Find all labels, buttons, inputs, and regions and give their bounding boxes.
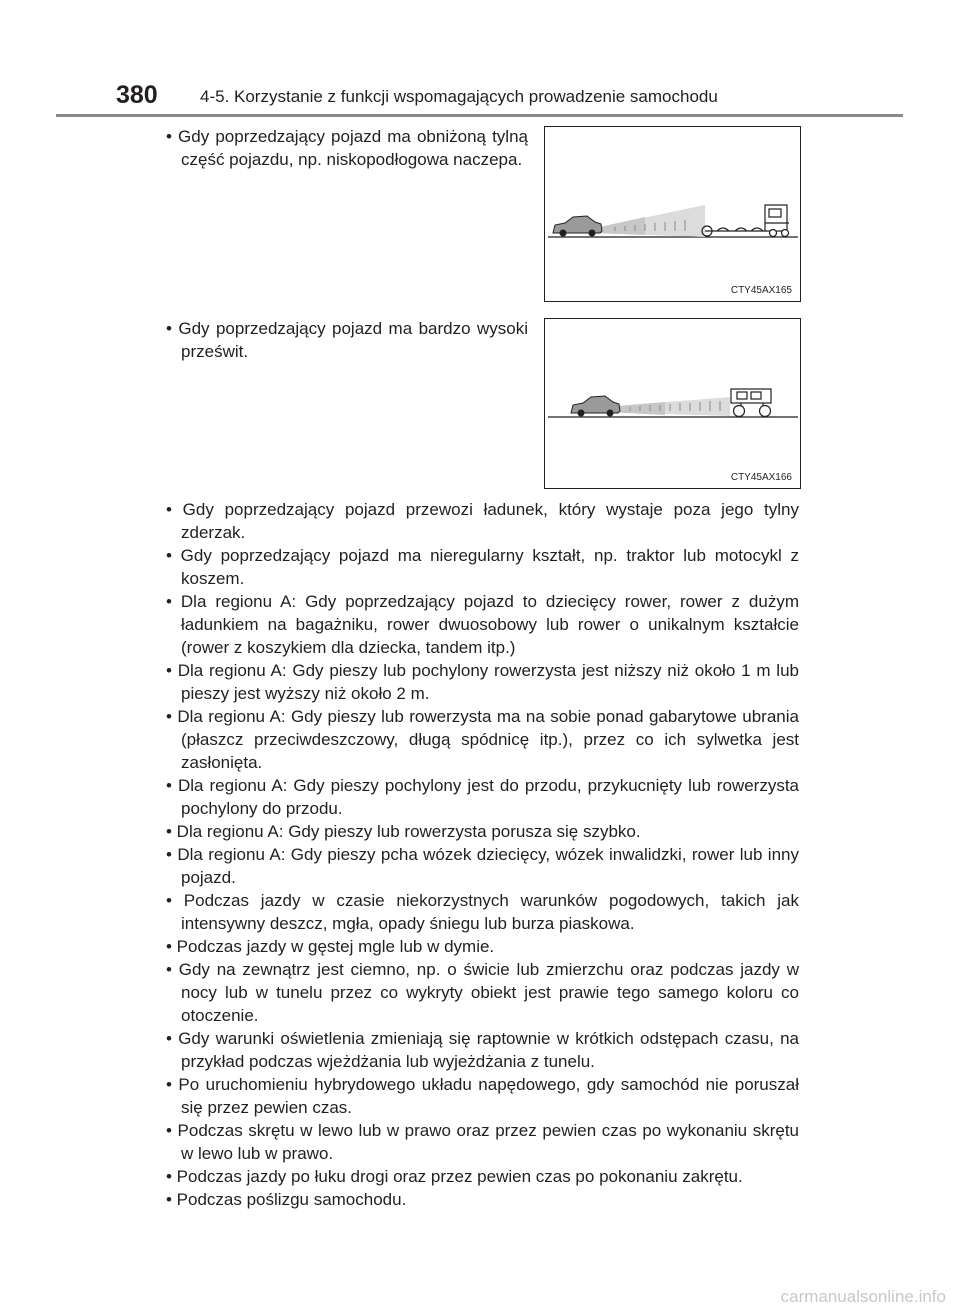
- figure-high-clearance: [544, 318, 801, 489]
- low-trailer: [702, 226, 767, 236]
- list-item: • Po uruchomieniu hybrydowego układu napędowego, gdy samochód nie poruszał się przez pewien czas.: [166, 1075, 799, 1117]
- watermark: carmanualsonline.info: [780, 1287, 946, 1306]
- header-rule: [56, 114, 903, 117]
- list-item: • Gdy na zewnątrz jest ciemno, np. o świcie lub zmierzchu oraz podczas jazdy w nocy lub w tunelu przez co wykryty obiekt jest prawie tego samego koloru co otoczenie.: [166, 960, 799, 1025]
- page-number: 380: [116, 81, 158, 109]
- bullet-high-clearance-vehicle: • Gdy poprzedzający pojazd ma bardzo wysoki prześwit.: [166, 319, 528, 361]
- sedan-car: [553, 216, 602, 237]
- high-clearance-suv: [731, 389, 771, 417]
- list-item: • Podczas skrętu w lewo lub w prawo oraz przez pewien czas po wykonaniu skrętu w lewo lub w prawo.: [166, 1121, 799, 1163]
- list-item: • Dla regionu A: Gdy pieszy pochylony jest do przodu, przykucnięty lub rowerzysta pochylony do przodu.: [166, 776, 799, 818]
- list-item: • Podczas jazdy w czasie niekorzystnych warunków pogodowych, takich jak intensywny deszcz, mgła, opady śniegu lub burza piaskowa.: [166, 891, 799, 933]
- list-item: • Dla regionu A: Gdy pieszy lub pochylony rowerzysta jest niższy niż około 1 m lub pieszy jest wyższy niż około 2 m.: [166, 661, 799, 703]
- figure-code: CTY45AX165: [730, 285, 792, 296]
- list-item: • Dla regionu A: Gdy pieszy lub rowerzysta porusza się szybko.: [166, 822, 641, 841]
- list-item: • Gdy warunki oświetlenia zmieniają się raptownie w krótkich odstępach czasu, na przykład podczas wjeżdżania lub wyjeżdżania z tunelu.: [166, 1029, 799, 1071]
- section-title: 4-5. Korzystanie z funkcji wspomagających prowadzenie samochodu: [200, 87, 718, 106]
- list-item: • Gdy poprzedzający pojazd przewozi ładunek, który wystaje poza jego tylny zderzak.: [166, 500, 799, 542]
- figure-low-trailer: [544, 126, 801, 302]
- list-item: • Dla regionu A: Gdy pieszy pcha wózek dziecięcy, wózek inwalidzki, rower lub inny pojazd.: [166, 845, 799, 887]
- list-item: • Dla regionu A: Gdy pieszy lub rowerzysta ma na sobie ponad gabarytowe ubrania (płaszcz przeciwdeszczowy, długą spódnicę itp.), przez co ich sylwetka jest zasłonięta.: [166, 707, 799, 772]
- list-item: • Podczas poślizgu samochodu.: [166, 1190, 407, 1209]
- condition-list: [166, 498, 799, 1211]
- bullet-low-rear-vehicle: • Gdy poprzedzający pojazd ma obniżoną tylną część pojazdu, np. niskopodłogowa naczepa.: [166, 127, 528, 169]
- sedan-car: [571, 396, 620, 417]
- high-clearance-illustration: [545, 319, 802, 490]
- radar-beam-inner: [595, 217, 645, 235]
- list-item: • Dla regionu A: Gdy poprzedzający pojazd to dziecięcy rower, rower z dużym ładunkiem na bagażniku, rower dwuosobowy lub rower o unikalnym kształcie (rower z koszykiem dla dziecka, tandem itp.): [166, 592, 799, 657]
- page-header: [56, 78, 903, 116]
- list-item: • Gdy poprzedzający pojazd ma nieregularny kształt, np. traktor lub motocykl z koszem.: [166, 546, 799, 588]
- list-item: • Podczas jazdy po łuku drogi oraz przez pewien czas po pokonaniu zakrętu.: [166, 1167, 743, 1186]
- list-item: • Podczas jazdy w gęstej mgle lub w dymie.: [166, 937, 495, 956]
- low-trailer-illustration: [545, 127, 802, 303]
- truck-cab: [765, 205, 789, 237]
- figure-code: CTY45AX166: [730, 472, 792, 483]
